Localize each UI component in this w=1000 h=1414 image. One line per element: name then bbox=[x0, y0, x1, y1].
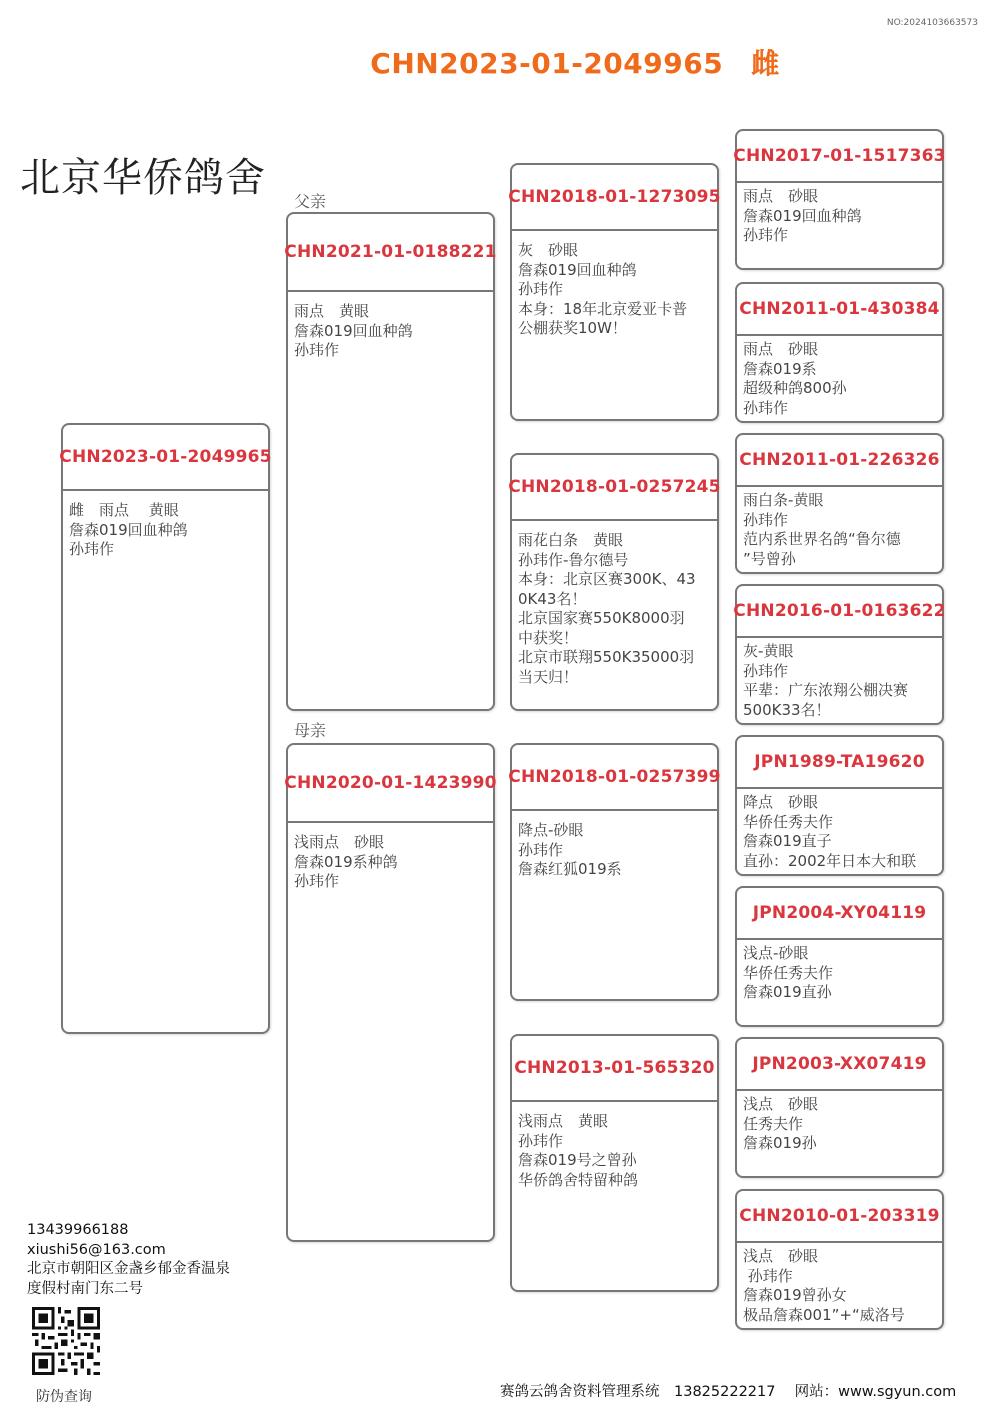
grandparent-card-4 bbox=[510, 1034, 719, 1292]
great-grandparent-card-4 bbox=[735, 584, 944, 725]
grandparent-ring: CHN2018-01-0257399 bbox=[512, 745, 717, 811]
great-grandparent-card-5 bbox=[735, 735, 944, 876]
grandparent-line: 华侨鸽舍特留种鸽 bbox=[518, 1170, 639, 1189]
great-grandparent-line: 华侨任秀夫作 bbox=[743, 812, 834, 831]
great-grandparent-details bbox=[737, 1243, 942, 1325]
great-grandparent-card-3 bbox=[735, 433, 944, 574]
subject-line: 孙玮作 bbox=[69, 540, 115, 558]
subject-line: 詹森019回血种鸽 bbox=[69, 520, 188, 539]
grandparent-line: 浅雨点 黄眼 bbox=[518, 1112, 609, 1130]
great-grandparent-ring: CHN2011-01-430384 bbox=[737, 284, 942, 336]
father-details bbox=[288, 292, 493, 361]
great-grandparent-details bbox=[737, 1091, 942, 1154]
great-grandparent-ring: CHN2010-01-203319 bbox=[737, 1191, 942, 1243]
great-grandparent-card-2 bbox=[735, 282, 944, 423]
great-grandparent-ring: JPN2004-XY04119 bbox=[737, 888, 942, 940]
contact-info bbox=[27, 1221, 230, 1299]
contact-email[interactable]: xiushi56@163.com bbox=[27, 1241, 166, 1258]
great-grandparent-line: 孙玮作 bbox=[743, 661, 789, 680]
subject-line: 雌 雨点 黄眼 bbox=[69, 501, 179, 519]
great-grandparent-ring: JPN2003-XX07419 bbox=[737, 1039, 942, 1091]
great-grandparent-line: 浅点 砂眼 bbox=[743, 1247, 819, 1265]
grandparent-line: 孙玮作-鲁尔德号 bbox=[518, 550, 629, 569]
grandparent-details bbox=[512, 811, 717, 880]
father-line: 詹森019回血种鸽 bbox=[294, 321, 413, 340]
great-grandparent-line: 詹森019直子 bbox=[743, 832, 832, 850]
great-grandparent-line: 詹森019曾孙女 bbox=[743, 1286, 847, 1304]
grandparent-line: 0K43名！ bbox=[518, 589, 587, 608]
father-card bbox=[286, 212, 495, 711]
contact-phone: 13439966188 bbox=[27, 1222, 129, 1238]
father-label: 父亲 bbox=[294, 192, 327, 211]
great-grandparent-details bbox=[737, 183, 942, 246]
grandparent-line: 孙玮作 bbox=[518, 1131, 564, 1150]
grandparent-line: 灰 砂眼 bbox=[518, 241, 579, 259]
great-grandparent-line: 浅点-砂眼 bbox=[743, 944, 809, 962]
grandparent-line: 詹森019号之曾孙 bbox=[518, 1151, 637, 1169]
great-grandparent-line: 詹森019回血种鸽 bbox=[743, 206, 862, 225]
mother-line: 浅雨点 砂眼 bbox=[294, 833, 385, 851]
page-title bbox=[0, 42, 1000, 82]
great-grandparent-ring: CHN2017-01-1517363 bbox=[737, 131, 942, 183]
grandparent-line: 詹森红狐019系 bbox=[518, 860, 622, 878]
loft-name: 北京华侨鸽舍 bbox=[20, 155, 266, 201]
grandparent-card-2 bbox=[510, 453, 719, 711]
great-grandparent-line: ”号曾孙 bbox=[743, 549, 796, 568]
contact-address: 度假村南门东二号 bbox=[27, 1280, 143, 1297]
great-grandparent-details bbox=[737, 789, 942, 871]
great-grandparent-line: 詹森019直孙 bbox=[743, 983, 832, 1001]
great-grandparent-line: 浅点 砂眼 bbox=[743, 1095, 819, 1113]
mother-label: 母亲 bbox=[294, 721, 327, 740]
great-grandparent-details bbox=[737, 638, 942, 720]
great-grandparent-line: 极品詹森001”+“威洛号 bbox=[743, 1305, 905, 1324]
great-grandparent-line: 华侨任秀夫作 bbox=[743, 963, 834, 982]
footer-text: 赛鸽云鸽舍资料管理系统 13825222217 网站：www.sgyun.com bbox=[500, 1384, 957, 1400]
great-grandparent-line: 孙玮作 bbox=[743, 510, 789, 529]
great-grandparent-details bbox=[737, 940, 942, 1003]
great-grandparent-ring: CHN2011-01-226326 bbox=[737, 435, 942, 487]
title-sex: 雌 bbox=[751, 47, 780, 80]
grandparent-details bbox=[512, 1102, 717, 1190]
grandparent-ring: CHN2018-01-1273095 bbox=[512, 165, 717, 231]
grandparent-line: 公棚获奖10W！ bbox=[518, 319, 627, 337]
great-grandparent-line: 范内系世界名鸽“鲁尔德 bbox=[743, 530, 901, 548]
great-grandparent-card-8 bbox=[735, 1189, 944, 1330]
great-grandparent-line: 500K33名！ bbox=[743, 700, 831, 719]
grandparent-line: 北京国家赛550K8000羽 bbox=[518, 609, 685, 627]
grandparent-details bbox=[512, 231, 717, 339]
grandparent-ring: CHN2018-01-0257245 bbox=[512, 455, 717, 521]
grandparent-line: 降点-砂眼 bbox=[518, 821, 584, 839]
grandparent-line: 本身：北京区赛300K、43 bbox=[518, 570, 696, 588]
grandparent-line: 孙玮作 bbox=[518, 280, 564, 298]
great-grandparent-ring: CHN2016-01-0163622 bbox=[737, 586, 942, 638]
grandparent-card-1 bbox=[510, 163, 719, 421]
mother-ring: CHN2020-01-1423990 bbox=[288, 745, 493, 823]
grandparent-line: 当天归！ bbox=[518, 667, 579, 686]
qr-label: 防伪查询 bbox=[36, 1389, 92, 1405]
document-number: NO:2024103663573 bbox=[886, 18, 978, 28]
great-grandparent-line: 孙玮作 bbox=[743, 398, 789, 417]
great-grandparent-line: 詹森019系 bbox=[743, 359, 817, 378]
father-line: 雨点 黄眼 bbox=[294, 302, 370, 320]
subject-ring: CHN2023-01-2049965 bbox=[63, 425, 268, 491]
great-grandparent-line: 孙玮作 bbox=[743, 226, 789, 244]
father-ring: CHN2021-01-0188221 bbox=[288, 214, 493, 292]
grandparent-card-3 bbox=[510, 743, 719, 1001]
grandparent-line: 北京市联翔550K35000羽 bbox=[518, 648, 695, 666]
great-grandparent-line: 降点 砂眼 bbox=[743, 793, 819, 811]
great-grandparent-line: 平辈：广东浓翔公棚决赛 bbox=[743, 681, 909, 699]
title-ring-number: CHN2023-01-2049965 bbox=[370, 47, 724, 80]
great-grandparent-card-1 bbox=[735, 129, 944, 270]
contact-address: 北京市朝阳区金盏乡郁金香温泉 bbox=[27, 1261, 230, 1277]
grandparent-ring: CHN2013-01-565320 bbox=[512, 1036, 717, 1102]
great-grandparent-details bbox=[737, 487, 942, 569]
great-grandparent-line: 詹森019孙 bbox=[743, 1134, 817, 1152]
mother-line: 詹森019系种鸽 bbox=[294, 852, 398, 871]
great-grandparent-card-7 bbox=[735, 1037, 944, 1178]
great-grandparent-card-6 bbox=[735, 886, 944, 1027]
grandparent-line: 本身：18年北京爱亚卡普 bbox=[518, 299, 688, 318]
great-grandparent-line: 雨点 砂眼 bbox=[743, 187, 819, 205]
great-grandparent-line: 任秀夫作 bbox=[743, 1114, 804, 1133]
father-line: 孙玮作 bbox=[294, 341, 340, 359]
grandparent-line: 中获奖！ bbox=[518, 628, 579, 647]
mother-line: 孙玮作 bbox=[294, 872, 340, 890]
grandparent-details bbox=[512, 521, 717, 687]
great-grandparent-details bbox=[737, 336, 942, 418]
great-grandparent-line: 灰-黄眼 bbox=[743, 642, 794, 660]
great-grandparent-line: 孙玮作 bbox=[743, 1266, 793, 1285]
great-grandparent-ring: JPN1989-TA19620 bbox=[737, 737, 942, 789]
mother-card bbox=[286, 743, 495, 1242]
grandparent-line: 雨花白条 黄眼 bbox=[518, 531, 624, 549]
subject-card bbox=[61, 423, 270, 1034]
grandparent-line: 詹森019回血种鸽 bbox=[518, 260, 637, 279]
subject-details bbox=[63, 491, 268, 560]
great-grandparent-line: 雨白条-黄眼 bbox=[743, 491, 824, 509]
great-grandparent-line: 超级种鸽800孙 bbox=[743, 379, 847, 397]
great-grandparent-line: 雨点 砂眼 bbox=[743, 340, 819, 358]
great-grandparent-line: 直孙：2002年日本大和联 bbox=[743, 851, 917, 870]
mother-details bbox=[288, 823, 493, 892]
grandparent-line: 孙玮作 bbox=[518, 840, 564, 859]
qr-code-icon[interactable] bbox=[32, 1307, 100, 1375]
